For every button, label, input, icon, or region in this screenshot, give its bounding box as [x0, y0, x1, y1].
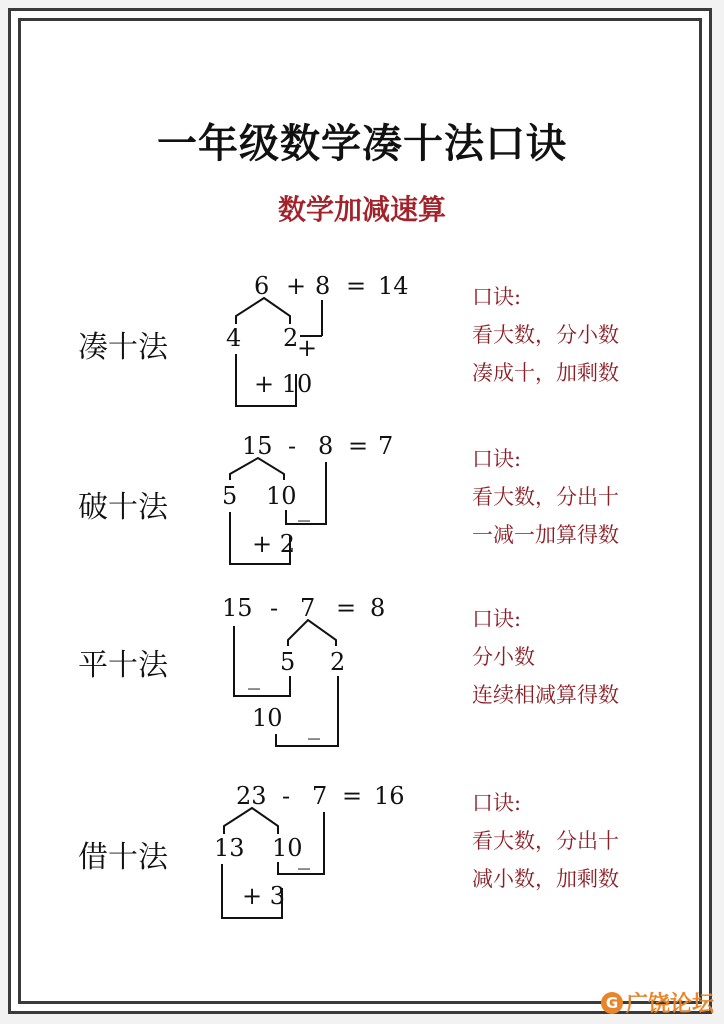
method-4-mnemonic [472, 784, 619, 898]
eq2-split-right: 10 [266, 482, 297, 510]
eq3-step-a: _ [248, 662, 260, 690]
eq2-b: 8 [318, 432, 334, 460]
eq2-op: - [288, 432, 297, 460]
watermark-logo-icon: G [601, 992, 623, 1014]
eq3-op: - [270, 594, 279, 622]
method-1-diagram [200, 266, 440, 426]
eq3-eq: = [336, 594, 357, 622]
watermark [601, 987, 714, 1018]
eq4-a: 23 [236, 782, 267, 810]
eq3-split-right: 2 [330, 648, 346, 676]
eq4-step-a: _ [298, 842, 310, 870]
eq1-split-right: 2 [283, 324, 299, 352]
method-3-diagram [200, 590, 440, 750]
method-3-mnemonic [472, 600, 619, 714]
method-1-mnemonic [472, 278, 619, 392]
eq4-op: - [282, 782, 291, 810]
eq1-b: 8 [315, 272, 331, 300]
eq1-a: 6 [254, 272, 270, 300]
mnemonic-4-line-1: 看大数，分出十 [472, 829, 619, 853]
eq2-step-a: _ [298, 494, 310, 522]
page-subtitle: 数学加减速算 [277, 193, 446, 226]
eq1-split-top [236, 298, 290, 324]
eq1-step-b: + 10 [254, 370, 313, 398]
method-name-1: 凑十法 [78, 330, 168, 365]
watermark-text: 广饶论坛 [625, 992, 714, 1017]
eq1-op: + [286, 272, 307, 300]
eq4-split-left: 13 [214, 834, 245, 862]
eq2-result: 7 [378, 432, 394, 460]
mnemonic-2-label: 口诀: [472, 447, 522, 471]
eq4-result: 16 [374, 782, 405, 810]
eq3-split-left: 5 [280, 648, 296, 676]
eq2-step-b: + 2 [252, 530, 296, 558]
mnemonic-4-line-2: 减小数，加剩数 [472, 867, 619, 891]
eq2-a: 15 [242, 432, 273, 460]
eq3-split-top [288, 620, 336, 646]
mnemonic-1-label: 口诀: [472, 285, 522, 309]
mnemonic-3-line-1: 分小数 [472, 645, 535, 669]
eq4-step-b: + 3 [242, 882, 286, 910]
eq3-b: 7 [300, 594, 316, 622]
eq4-eq: = [342, 782, 363, 810]
mnemonic-3-label: 口诀: [472, 607, 522, 631]
eq4-split-right: 10 [272, 834, 303, 862]
eq2-split-top [230, 458, 284, 480]
eq3-a: 15 [222, 594, 253, 622]
mnemonic-4-label: 口诀: [472, 791, 522, 815]
eq1-eq: = [346, 272, 367, 300]
mnemonic-1-line-2: 凑成十，加剩数 [472, 361, 619, 385]
eq3-result: 8 [370, 594, 386, 622]
eq3-bracket-b [276, 676, 338, 746]
eq3-step-b: 10 [252, 704, 283, 732]
page-title: 一年级数学凑十法口诀 [157, 121, 567, 167]
method-2-mnemonic [472, 440, 619, 554]
eq4-b: 7 [312, 782, 328, 810]
method-name-3: 平十法 [78, 648, 168, 683]
method-name-2: 破十法 [78, 490, 168, 525]
mnemonic-2-line-1: 看大数，分出十 [472, 485, 619, 509]
eq2-eq: = [348, 432, 369, 460]
eq1-step-a: + [297, 334, 318, 362]
mnemonic-1-line-1: 看大数，分小数 [472, 323, 619, 347]
method-name-4: 借十法 [78, 840, 168, 875]
method-4-diagram [200, 778, 440, 938]
mnemonic-2-line-2: 一减一加算得数 [472, 523, 619, 547]
eq1-result: 14 [378, 272, 409, 300]
eq3-step-c: _ [308, 712, 320, 740]
method-2-diagram [200, 428, 440, 588]
eq4-split-top [224, 808, 278, 834]
mnemonic-3-line-2: 连续相减算得数 [472, 683, 619, 707]
eq1-split-left: 4 [226, 324, 242, 352]
eq2-split-left: 5 [222, 482, 238, 510]
